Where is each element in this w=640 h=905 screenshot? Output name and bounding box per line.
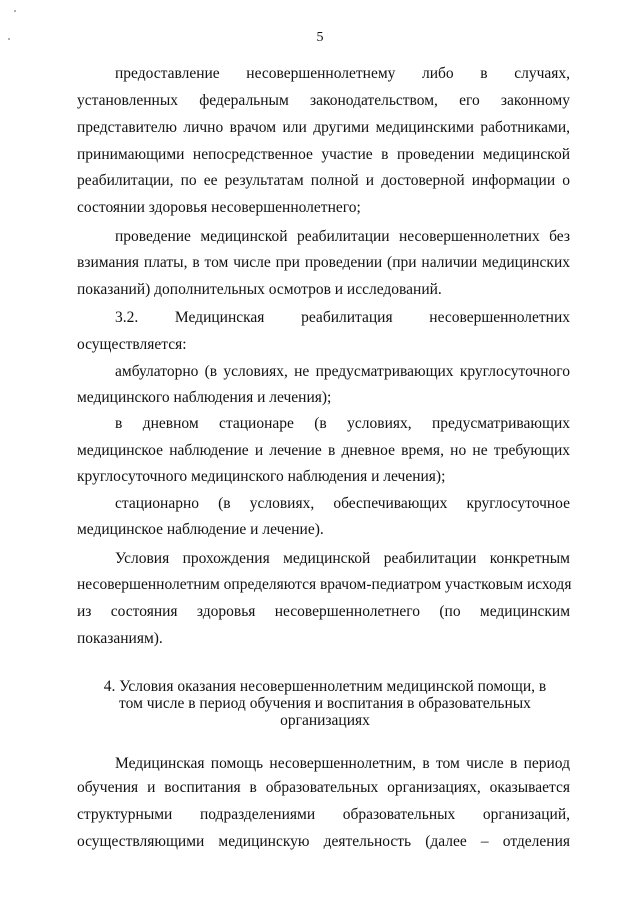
paragraph-line: представителю лично врачом или другими медицинскими работниками,	[77, 119, 570, 136]
section-heading-line: 4. Условия оказания несовершеннолетним медицинской помощи, в	[103, 678, 547, 695]
paragraph-line: медицинское наблюдение и лечение).	[77, 521, 324, 538]
paragraph-line: осуществляющими медицинскую деятельность (далее – отделения	[77, 833, 570, 850]
paragraph-line: круглосуточного медицинского наблюдения и лечения);	[77, 468, 446, 485]
page-number: 5	[316, 30, 324, 45]
paragraph-line: показаниям).	[77, 630, 163, 647]
paragraph-line: медицинского наблюдения и лечения);	[77, 389, 332, 406]
section-heading	[100, 678, 550, 729]
paragraph-line: состоянии здоровья несовершеннолетнего;	[77, 199, 361, 216]
paragraph-line: медицинское наблюдение и лечение в дневное время, но не требующих	[77, 442, 570, 459]
paragraph-line: из состояния здоровья несовершеннолетнего (по медицинским	[77, 603, 570, 620]
paragraph-line: структурными подразделениями образовательных организаций,	[77, 806, 570, 823]
paragraph-line: проведение медицинской реабилитации несовершеннолетних без	[115, 228, 570, 245]
paragraph-line: предоставление несовершеннолетнему либо в случаях,	[115, 65, 570, 82]
paragraph-line: принимающими непосредственное участие в проведении медицинской	[77, 146, 570, 163]
paragraph-line: реабилитации, по ее результатам полной и достоверной информации о	[77, 172, 570, 189]
paragraph-line: взимания платы, в том числе при проведении (при наличии медицинских	[77, 254, 570, 271]
section-heading-line: организациях	[280, 712, 370, 729]
paragraph-line: стационарно (в условиях, обеспечивающих круглосуточное	[115, 495, 570, 512]
paragraph-line: осуществляется:	[77, 336, 187, 353]
paragraph-line: несовершеннолетним определяются врачом-педиатром участковым исходя	[77, 576, 572, 593]
section-heading-line: том числе в период обучения и воспитания в образовательных	[119, 695, 531, 712]
clause-3-2-line: 3.2. Медицинская реабилитация несовершеннолетних	[115, 309, 570, 326]
paragraph-line: в дневном стационаре (в условиях, предусматривающих	[115, 415, 570, 432]
paragraph-line: Медицинская помощь несовершеннолетним, в том числе в период	[115, 755, 570, 772]
paragraph-line: Условия прохождения медицинской реабилитации конкретным	[115, 550, 570, 567]
scan-speck	[14, 10, 16, 12]
paragraph-line: обучения и воспитания в образовательных организациях, оказывается	[77, 779, 570, 796]
paragraph-line: установленных федеральным законодательством, его законному	[77, 92, 570, 109]
paragraph-line: амбулаторно (в условиях, не предусматривающих круглосуточного	[115, 363, 570, 380]
paragraph-line: показаний) дополнительных осмотров и исследований.	[77, 281, 442, 298]
